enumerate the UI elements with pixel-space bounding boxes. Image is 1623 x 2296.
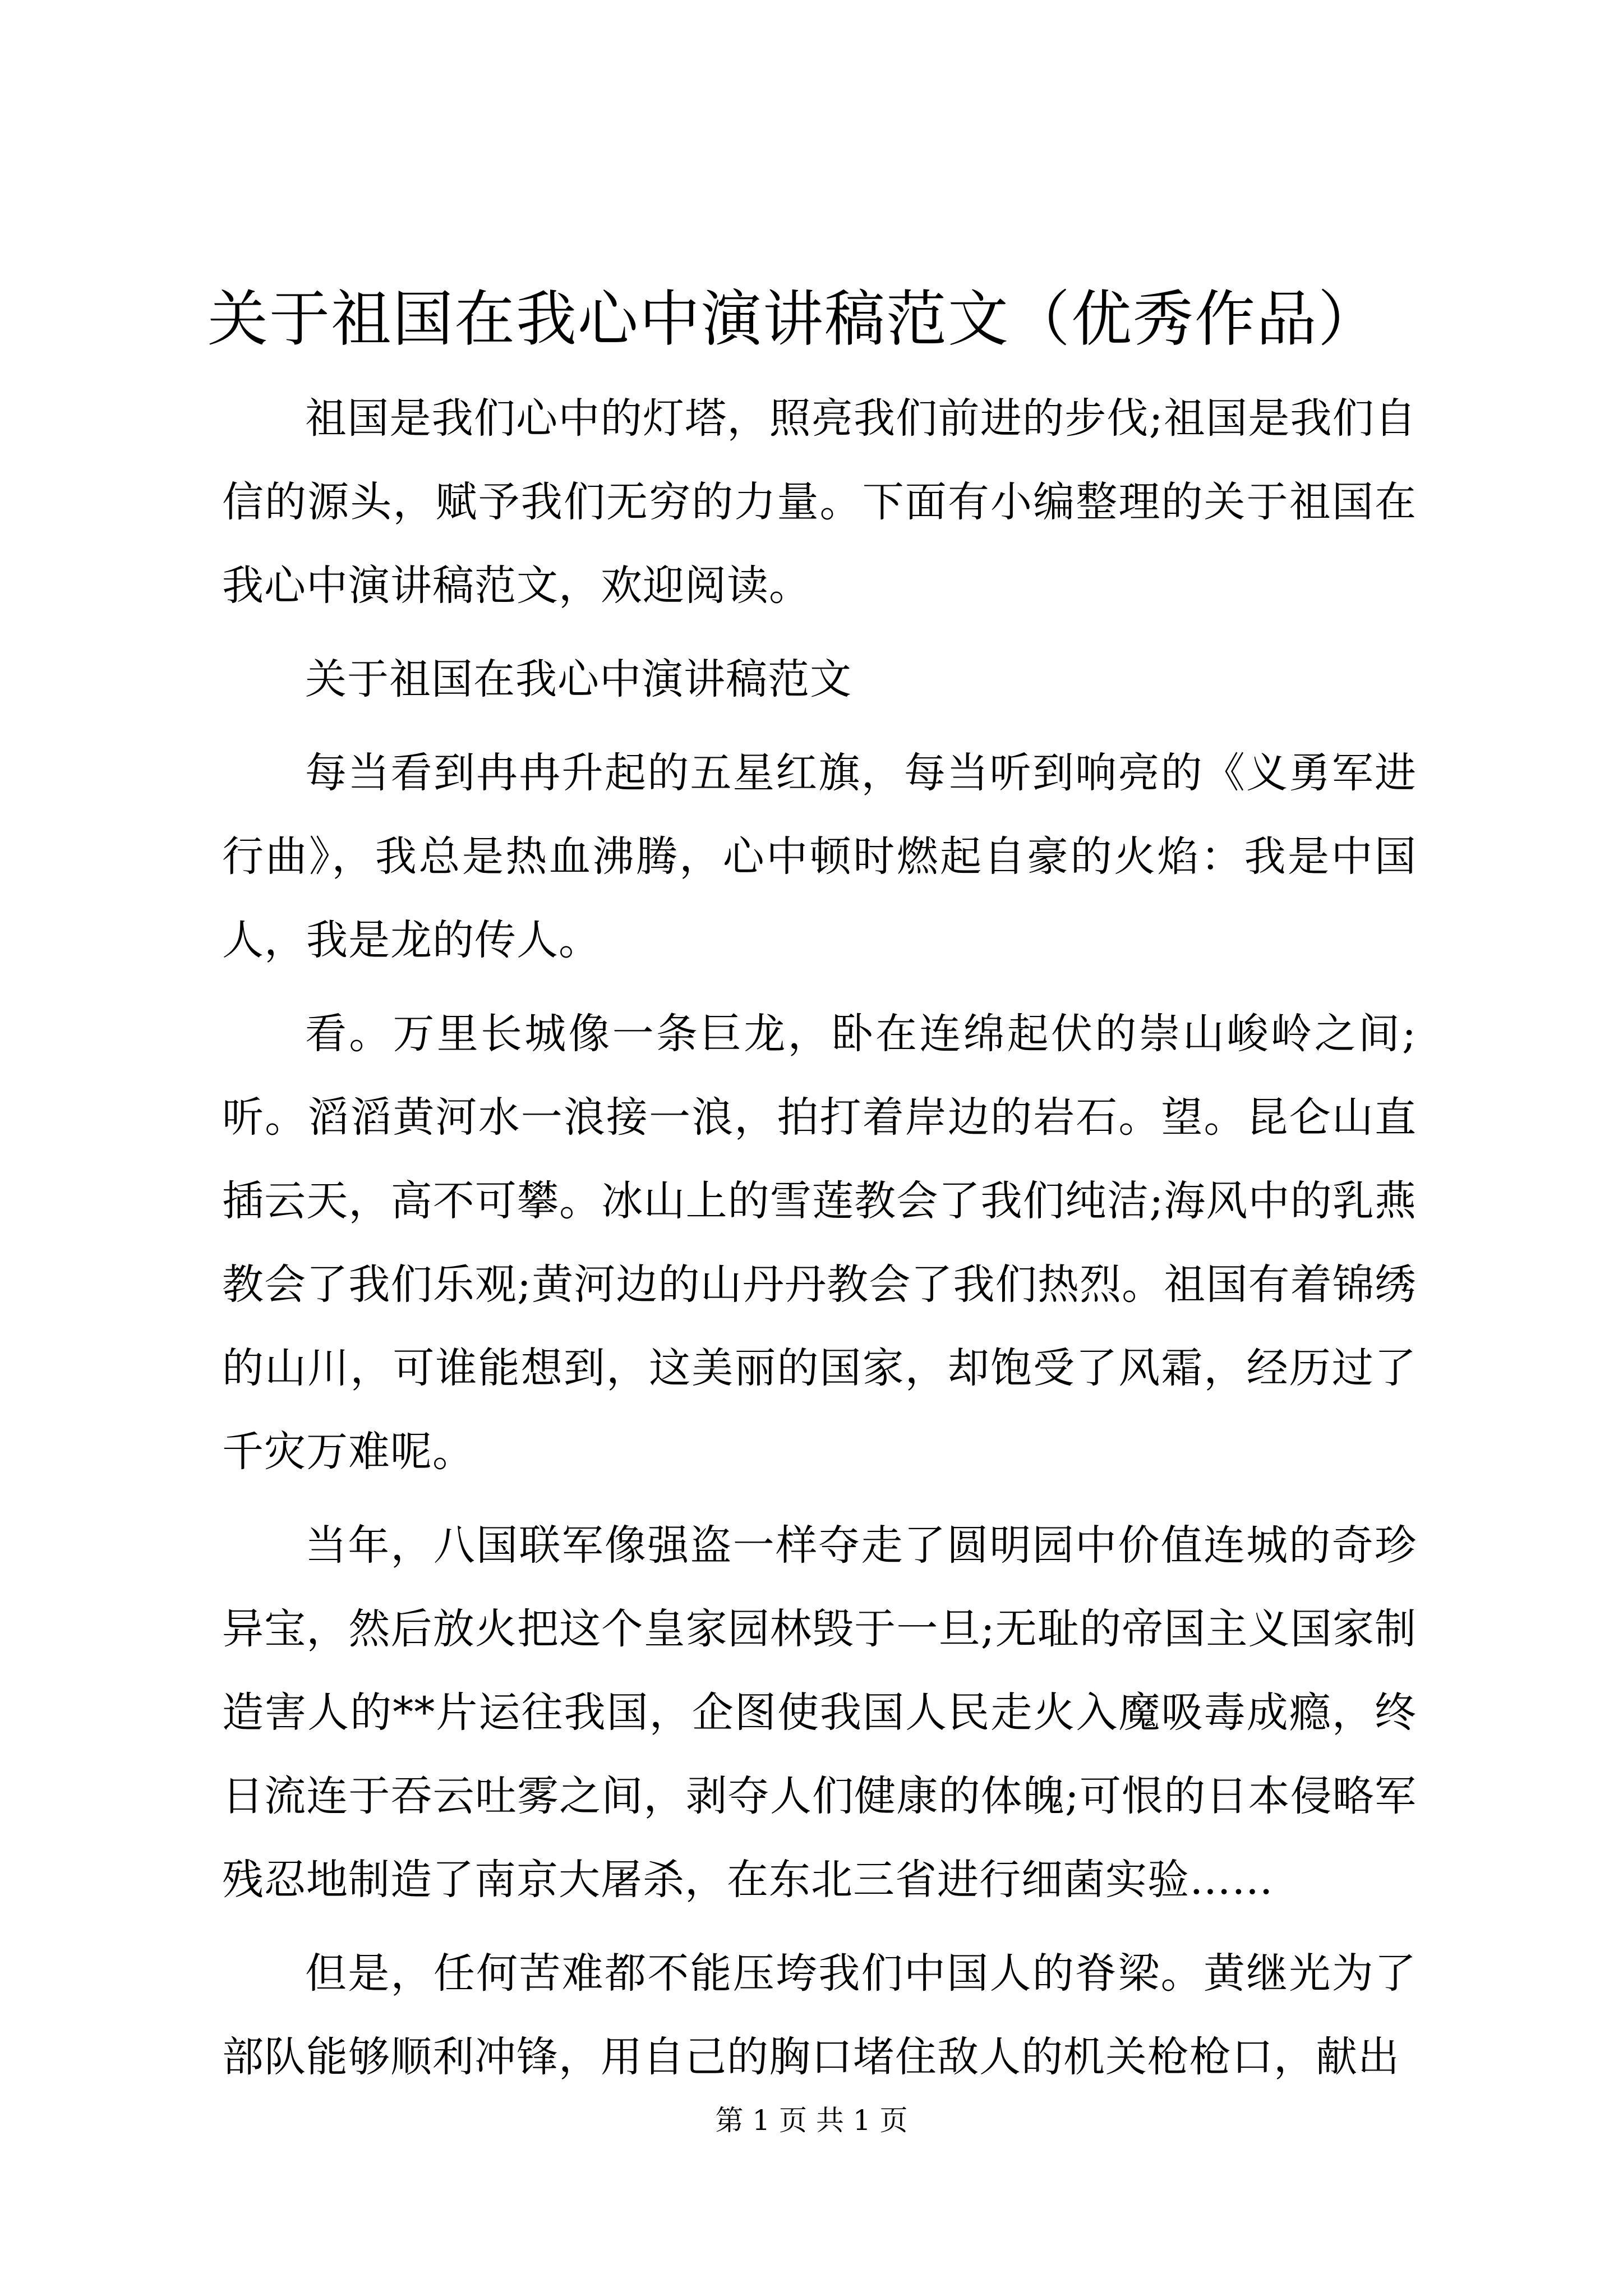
paragraph-subtitle: 关于祖国在我心中演讲稿范文 xyxy=(305,655,852,703)
paragraph-heroes: 但是，任何苦难都不能压垮我们中国人的脊梁。黄继光为了部队能够顺利冲锋，用自己的胸口堵住敌人的机关枪枪口，献出 xyxy=(222,1949,1417,2081)
document-title: 关于祖国在我心中演讲稿范文（优秀作品） xyxy=(208,284,1380,355)
paragraph-landscape: 看。万里长城像一条巨龙，卧在连绵起伏的崇山峻岭之间;听。滔滔黄河水一浪接一浪，拍打着岸边的岩石。望。昆仑山直插云天，高不可攀。冰山上的雪莲教会了我们纯洁;海风中的乳燕教会了我们乐观;黄河边的山丹丹教会了我们热烈。祖国有着锦绣的山川，可谁能想到，这美丽的国家，却饱受了风霜，经历过了千灾万难呢。 xyxy=(222,1010,1417,1476)
paragraph-history: 当年，八国联军像强盗一样夺走了圆明园中价值连城的奇珍异宝，然后放火把这个皇家园林毁于一旦;无耻的帝国主义国家制造害人的**片运往我国，企图使我国人民走火入魔吸毒成瘾，终日流连于吞云吐雾之间，剥夺人们健康的体魄;可恨的日本侵略军残忍地制造了南京大屠杀，在东北三省进行细菌实验…… xyxy=(222,1521,1417,1904)
document-body xyxy=(222,377,1417,2109)
paragraph-intro: 祖国是我们心中的灯塔，照亮我们前进的步伐;祖国是我们自信的源头，赋予我们无穷的力量。下面有小编整理的关于祖国在我心中演讲稿范文，欢迎阅读。 xyxy=(222,394,1417,610)
page-footer: 第 1 页 共 1 页 xyxy=(715,2104,908,2137)
paragraph-flag: 每当看到冉冉升起的五星红旗，每当听到响亮的《义勇军进行曲》，我总是热血沸腾，心中顿时燃起自豪的火焰：我是中国人，我是龙的传人。 xyxy=(222,749,1417,964)
